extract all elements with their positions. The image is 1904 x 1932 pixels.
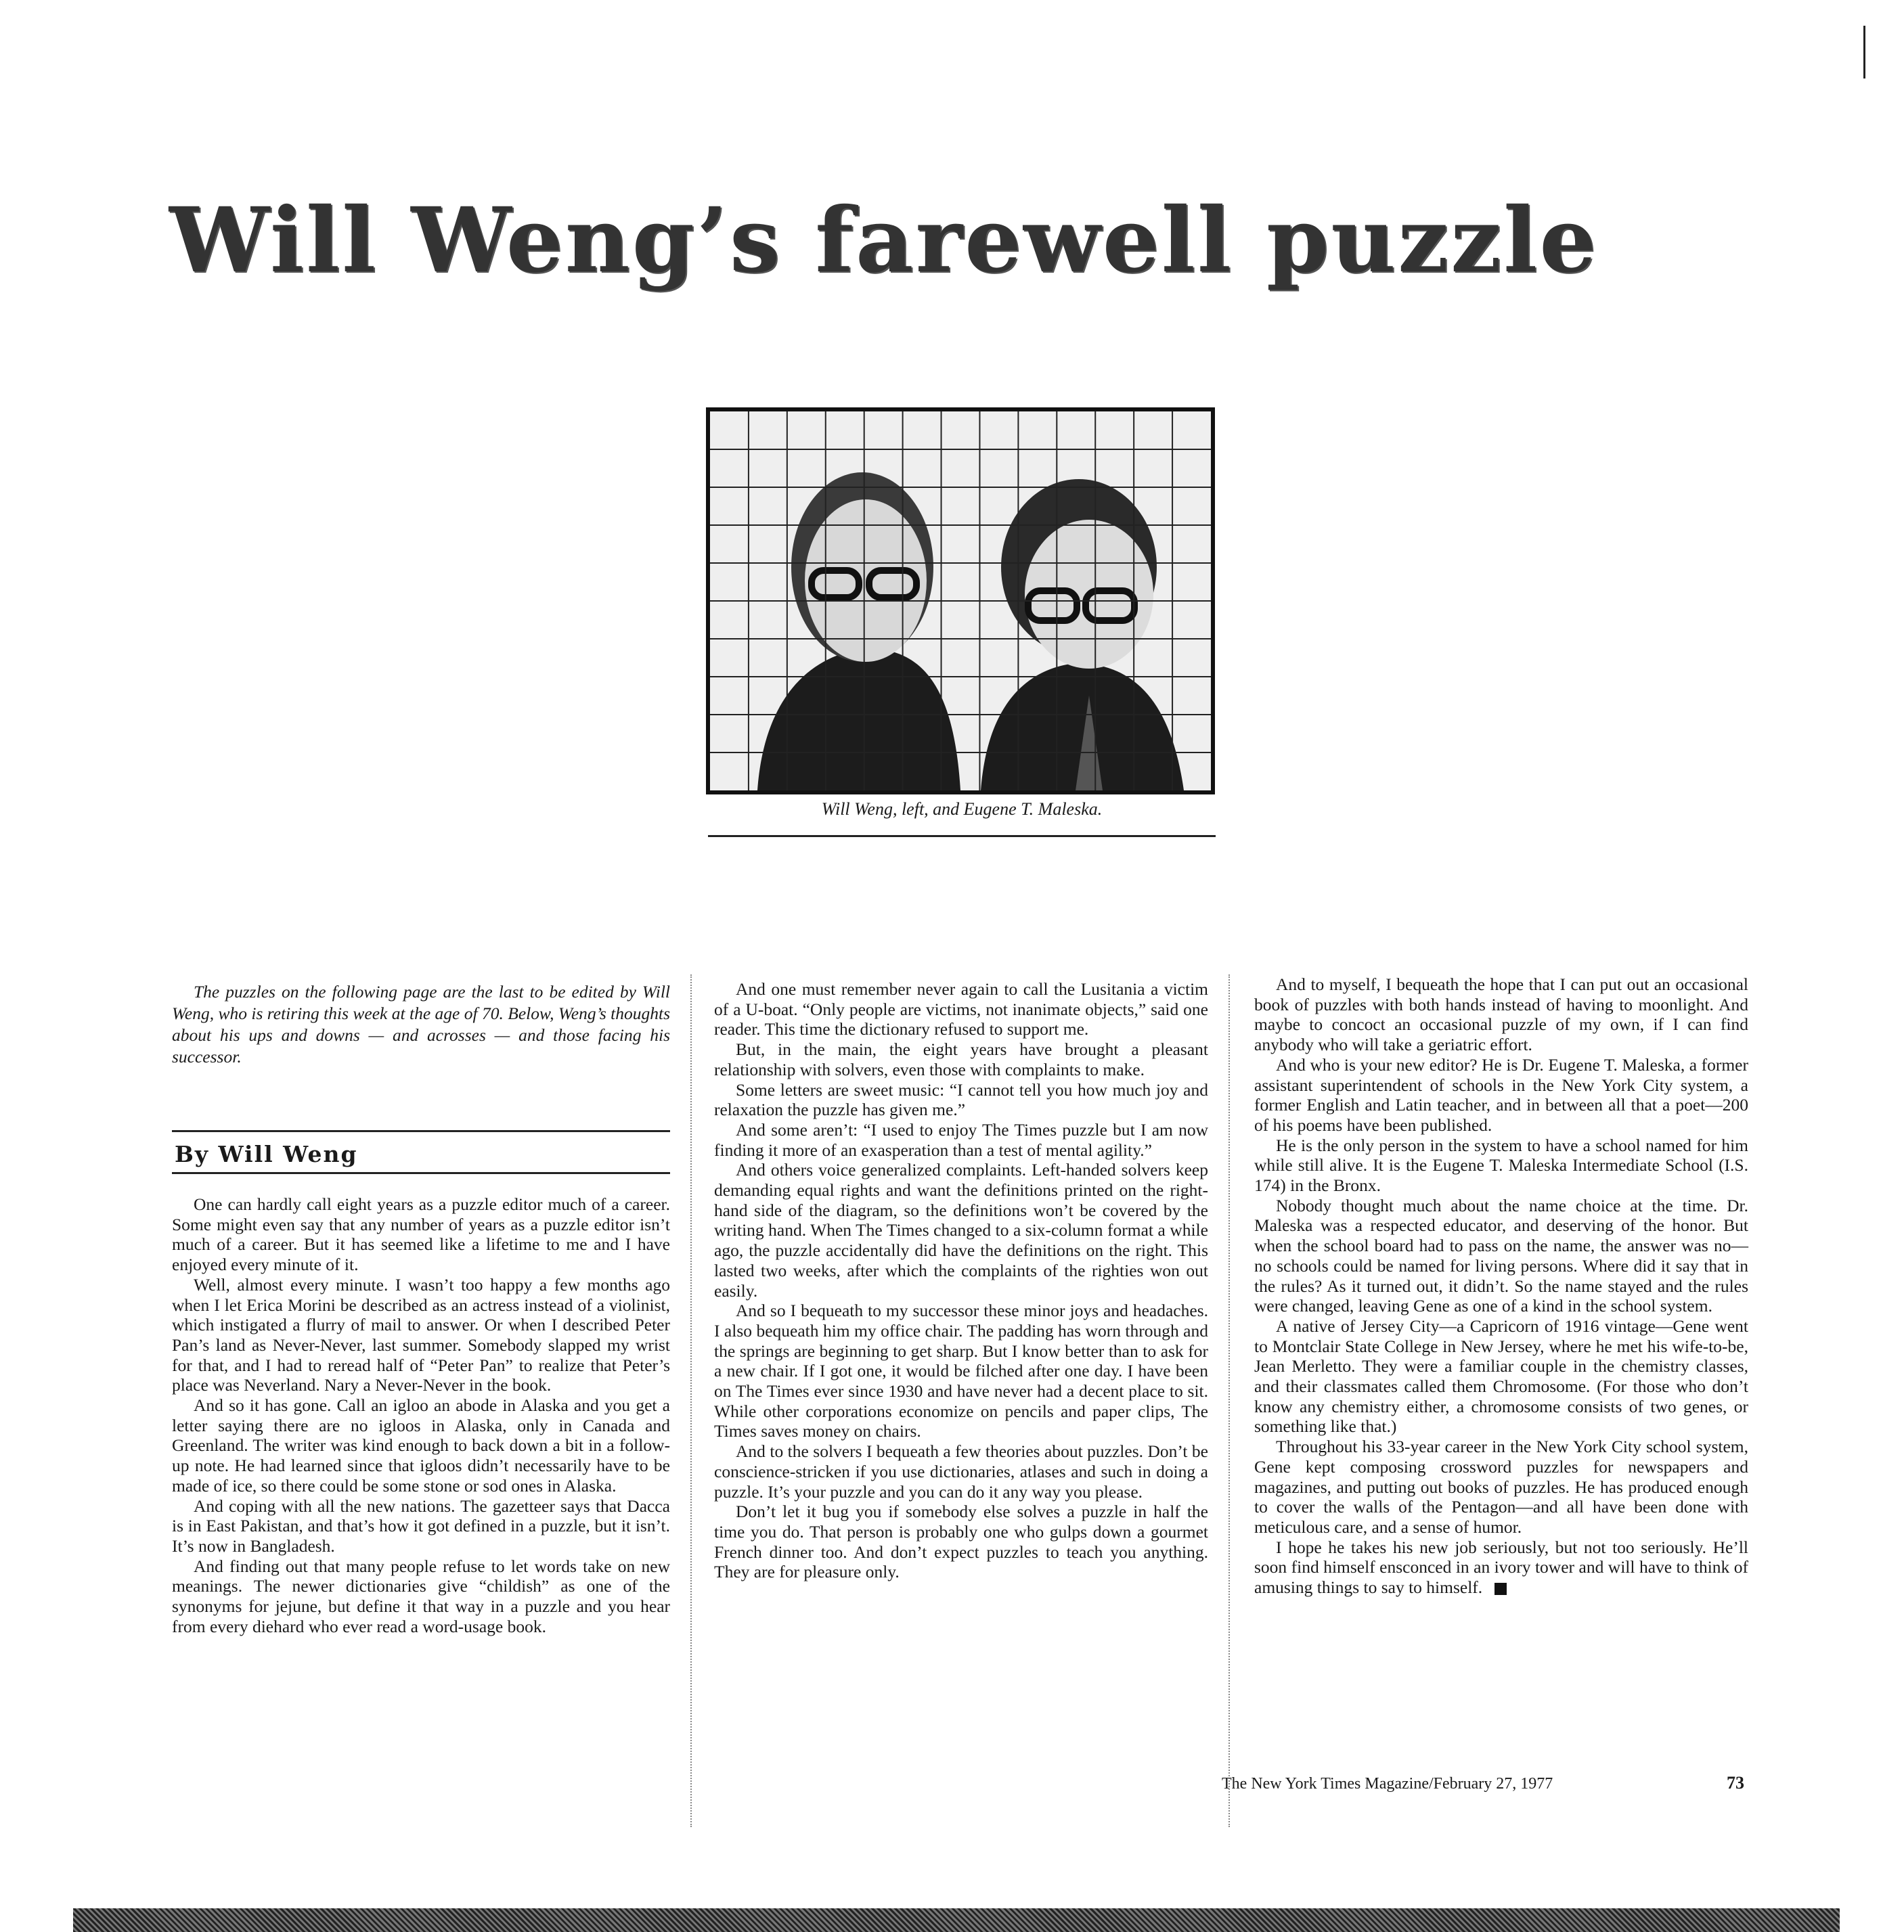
headline: Will Weng’s farewell puzzle — [169, 188, 1599, 293]
paragraph: A native of Jersey City—a Capricorn of 1916 vintage—Gene went to Montclair State College in New Jersey, where he met his wife-to-be, Jean Merletto. They were a familiar couple in the chemistry classes, and their classmates called them Chromosome. (For those who don’t know any chemistry either, a chromosome consists of two genes, or something like that.) — [1254, 1316, 1748, 1437]
byline: By Will Weng — [175, 1141, 358, 1167]
paragraph: Well, almost every minute. I wasn’t too happy a few months ago when I let Erica Morini be described as an actress instead of a violinist, which instigated a flurry of mail to answer. Or when I described Peter Pan’s land as Never-Never, last summer. Somebody slapped my wrist for that, and I had to reread half of “Peter Pan” to realize that Peter’s place was Neverland. Nary a Never-Never in the book. — [172, 1274, 670, 1395]
paragraph: And so it has gone. Call an igloo an abode in Alaska and you get a letter saying there are no igloos in Alaska, only in Canada and Greenland. The writer was kind enough to back down a bit in a follow-up note. He had learned since that igloos didn’t necessarily have to be made of ice, so there could be some stone or sod ones in Alaska. — [172, 1395, 670, 1496]
byline-rule-bottom — [172, 1172, 670, 1174]
end-mark-icon — [1495, 1583, 1507, 1595]
article-column-2 — [714, 979, 1208, 1582]
paragraph: But, in the main, the eight years have brought a pleasant relationship with solvers, even those with complaints to make. — [714, 1039, 1208, 1079]
scan-bottom-band — [73, 1908, 1840, 1932]
paragraph: Throughout his 33-year career in the New York City school system, Gene kept composing crossword puzzles for newspapers and magazines, and putting out books of puzzles. He has produced enough to cover the walls of the Pentagon—and all have been done with meticulous care, and a sense of humor. — [1254, 1437, 1748, 1537]
paragraph: He is the only person in the system to have a school named for him while still alive. It is the Eugene T. Maleska Intermediate School (I.S. 174) in the Bronx. — [1254, 1135, 1748, 1196]
paragraph: Nobody thought much about the name choice at the time. Dr. Maleska was a respected educator, and deserving of the honor. But when the school board had to pass on the name, the answer was no—no schools could be named for living persons. Where did it say that in the rules? As it turned out, it didn’t. So the name stayed and the rules were changed, leaving Gene as one of a kind in the school system. — [1254, 1195, 1748, 1316]
page-number: 73 — [1727, 1773, 1744, 1793]
article-column-3 — [1254, 974, 1748, 1598]
paragraph: And finding out that many people refuse to let words take on new meanings. The newer dictionaries give “childish” as one of the synonyms for jejune, but define it that way in a puzzle and you hear from every diehard who ever read a word-usage book. — [172, 1556, 670, 1636]
closing-paragraph — [1254, 1537, 1748, 1598]
intro-text: The puzzles on the following page are the last to be edited by Will Weng, who is retiring this week at the age of 70. Below, Weng’s thoughts about his ups and downs — and acrosses — and those facing his successor. — [172, 982, 670, 1066]
paragraph: I hope he takes his new job seriously, but not too seriously. He’ll soon find himself ensconced in an ivory tower and will have to think of amusing things to say to himself. — [1254, 1537, 1748, 1598]
byline-rule-top — [172, 1130, 670, 1132]
paragraph: And who is your new editor? He is Dr. Eugene T. Maleska, a former assistant superintendent of schools in the New York City system, a former English and Latin teacher, and in between all that a poet—200 of his poems have been published. — [1254, 1054, 1748, 1135]
paragraph: And others voice generalized complaints. Left-handed solvers keep demanding equal rights and want the definitions printed on the right-hand side of the diagram, so the definitions won’t be covered by the writing hand. When The Times changed to a six-column format a while ago, the puzzle accidentally did have the definitions on the right. This lasted two weeks, after which the complaints of the righties won out easily. — [714, 1160, 1208, 1301]
publication-footer: The New York Times Magazine/February 27, 1977 — [1222, 1775, 1553, 1793]
paragraph: And to the solvers I bequeath a few theories about puzzles. Don’t be conscience-stricken if you use dictionaries, atlases and such in doing a puzzle. It’s your puzzle and you can do it any way you please. — [714, 1441, 1208, 1502]
caption-rule — [708, 835, 1216, 837]
paragraph: One can hardly call eight years as a puzzle editor much of a career. Some might even say that any number of years as a puzzle editor isn’t much of a career. But it has seemed like a lifetime to me and I have enjoyed every minute of it. — [172, 1194, 670, 1275]
paragraph: Some letters are sweet music: “I cannot tell you how much joy and relaxation the puzzle has given me.” — [714, 1079, 1208, 1120]
paragraph: And one must remember never again to call the Lusitania a victim of a U-boat. “Only people are victims, not inanimate objects,” said one reader. This time the dictionary refused to support me. — [714, 979, 1208, 1039]
portrait-photo — [706, 407, 1215, 794]
photo-illustration — [710, 411, 1211, 790]
column-divider — [1228, 974, 1230, 1827]
article-column-1 — [172, 1194, 670, 1636]
paragraph: And to myself, I bequeath the hope that I can put out an occasional book of puzzles with both hands instead of having to moonlight. And maybe to concoct an occasional puzzle of my own, if I can find anybody who will take a geriatric effort. — [1254, 974, 1748, 1055]
paragraph: And so I bequeath to my successor these minor joys and headaches. I also bequeath him my office chair. The padding has worn through and the springs are beginning to get sharp. But I know better than to ask for a new chair. If I got one, it would be filched after one day. I have been on The Times ever since 1930 and have never had a decent place to sit. While other corporations economize on pencils and paper clips, The Times saves money on chairs. — [714, 1301, 1208, 1441]
paragraph: And coping with all the new nations. The gazetteer says that Dacca is in East Pakistan, and that’s how it got defined in a puzzle, but it isn’t. It’s now in Bangladesh. — [172, 1496, 670, 1556]
scan-edge-mark — [1863, 26, 1865, 78]
column-divider — [690, 974, 692, 1827]
intro-deck — [172, 981, 670, 1068]
paragraph: Don’t let it bug you if somebody else solves a puzzle in half the time you do. That person is probably one who gulps down a gourmet French dinner too. And don’t expect puzzles to teach you anything. They are for pleasure only. — [714, 1502, 1208, 1582]
photo-caption: Will Weng, left, and Eugene T. Maleska. — [821, 799, 1103, 819]
paragraph: And some aren’t: “I used to enjoy The Times puzzle but I am now finding it more of an exasperation than a test of mental agility.” — [714, 1119, 1208, 1160]
